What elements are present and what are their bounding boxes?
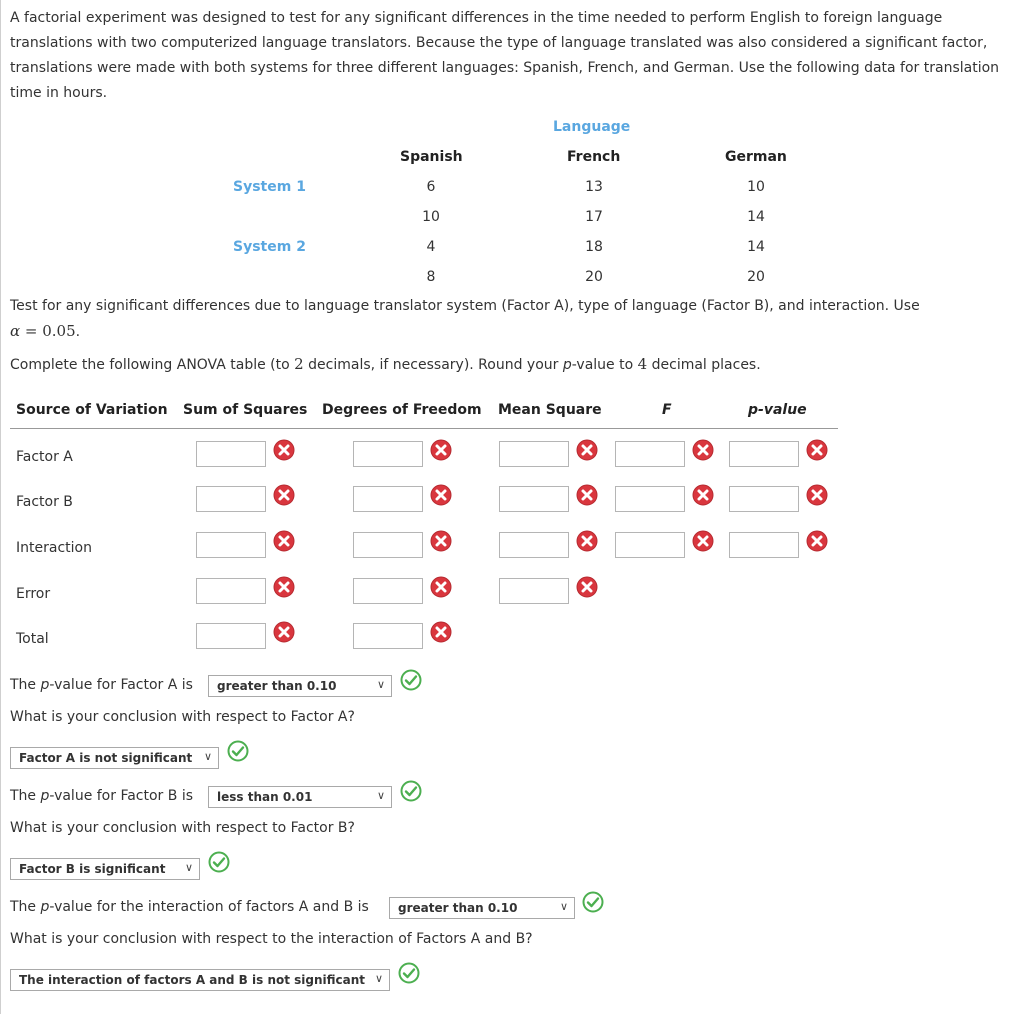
- alpha-statement: α = 0.05.: [10, 322, 81, 340]
- pvalue-factor-b-text: The p-value for Factor B is: [10, 788, 193, 804]
- interaction-f-input[interactable]: [615, 532, 685, 558]
- test-instructions: Test for any significant differences due to language translator system (Factor A), type of language (Factor B), and interaction. Use: [10, 298, 920, 314]
- chevron-down-icon: ∨: [203, 750, 212, 763]
- factor-b-pvalue-input[interactable]: [729, 486, 799, 512]
- factor-b-ms-input[interactable]: [499, 486, 569, 512]
- anova-header-source: Source of Variation: [16, 402, 168, 418]
- chevron-down-icon: ∨: [376, 789, 385, 802]
- check-circle-icon: [582, 891, 604, 913]
- data-cell: 8: [426, 269, 436, 285]
- x-circle-icon: [273, 484, 295, 506]
- x-circle-icon: [273, 621, 295, 643]
- check-circle-icon: [398, 962, 420, 984]
- factor-a-f-input[interactable]: [615, 441, 685, 467]
- x-circle-icon: [430, 621, 452, 643]
- anova-row-factor-b: Factor B: [16, 494, 73, 510]
- error-df-input[interactable]: [353, 578, 423, 604]
- row-label-system-1: System 1: [233, 179, 306, 195]
- x-circle-icon: [806, 530, 828, 552]
- check-circle-icon: [227, 740, 249, 762]
- interaction-df-input[interactable]: [353, 532, 423, 558]
- conclusion-factor-a-select[interactable]: Factor A is not significant ∨: [10, 747, 219, 769]
- error-ms-input[interactable]: [499, 578, 569, 604]
- factor-a-df-input[interactable]: [353, 441, 423, 467]
- factor-a-ss-input[interactable]: [196, 441, 266, 467]
- x-circle-icon: [273, 530, 295, 552]
- col-header-german: German: [725, 149, 787, 165]
- x-circle-icon: [430, 439, 452, 461]
- anova-header-df: Degrees of Freedom: [322, 402, 482, 418]
- x-circle-icon: [692, 439, 714, 461]
- x-circle-icon: [273, 576, 295, 598]
- data-cell: 20: [747, 269, 765, 285]
- col-header-spanish: Spanish: [400, 149, 463, 165]
- data-cell: 10: [747, 179, 765, 195]
- x-circle-icon: [692, 530, 714, 552]
- question-interaction: What is your conclusion with respect to the interaction of Factors A and B?: [10, 931, 533, 947]
- data-cell: 6: [426, 179, 436, 195]
- x-circle-icon: [806, 484, 828, 506]
- pvalue-factor-b-select[interactable]: less than 0.01 ∨: [208, 786, 392, 808]
- anova-row-interaction: Interaction: [16, 540, 92, 556]
- pvalue-factor-a-text: The p-value for Factor A is: [10, 677, 193, 693]
- total-ss-input[interactable]: [196, 623, 266, 649]
- factor-b-ss-input[interactable]: [196, 486, 266, 512]
- alpha-symbol: α: [10, 322, 21, 340]
- x-circle-icon: [576, 530, 598, 552]
- factor-b-df-input[interactable]: [353, 486, 423, 512]
- conclusion-interaction-select[interactable]: The interaction of factors A and B is not significant ∨: [10, 969, 390, 991]
- pvalue-factor-a-select[interactable]: greater than 0.10 ∨: [208, 675, 392, 697]
- anova-row-total: Total: [16, 631, 49, 647]
- chevron-down-icon: ∨: [184, 861, 193, 874]
- problem-intro: A factorial experiment was designed to test for any significant differences in the time needed to perform English to foreign language translations with two computerized language translators. Because the type of language translated was also considered a significant factor, translations were made with both systems for three different languages: Spanish, French, and German. Use the following data for translation time in hours.: [10, 10, 1000, 101]
- pvalue-interaction-text: The p-value for the interaction of factors A and B is: [10, 899, 369, 915]
- check-circle-icon: [400, 669, 422, 691]
- chevron-down-icon: ∨: [376, 678, 385, 691]
- anova-header-ms: Mean Square: [498, 402, 602, 418]
- x-circle-icon: [430, 484, 452, 506]
- x-circle-icon: [273, 439, 295, 461]
- alpha-value: 0.05: [42, 322, 76, 340]
- conclusion-factor-b-select[interactable]: Factor B is significant ∨: [10, 858, 200, 880]
- check-circle-icon: [400, 780, 422, 802]
- data-cell: 10: [422, 209, 440, 225]
- data-cell: 17: [585, 209, 603, 225]
- chevron-down-icon: ∨: [374, 972, 383, 985]
- x-circle-icon: [430, 576, 452, 598]
- check-circle-icon: [208, 851, 230, 873]
- language-group-header: Language: [553, 119, 631, 135]
- row-label-system-2: System 2: [233, 239, 306, 255]
- data-cell: 14: [747, 209, 765, 225]
- total-df-input[interactable]: [353, 623, 423, 649]
- question-factor-b: What is your conclusion with respect to Factor B?: [10, 820, 355, 836]
- factor-a-ms-input[interactable]: [499, 441, 569, 467]
- anova-header-f: F: [662, 402, 672, 418]
- interaction-ms-input[interactable]: [499, 532, 569, 558]
- chevron-down-icon: ∨: [559, 900, 568, 913]
- error-ss-input[interactable]: [196, 578, 266, 604]
- col-header-french: French: [567, 149, 621, 165]
- pvalue-interaction-select[interactable]: greater than 0.10 ∨: [389, 897, 575, 919]
- factor-a-pvalue-input[interactable]: [729, 441, 799, 467]
- interaction-pvalue-input[interactable]: [729, 532, 799, 558]
- x-circle-icon: [806, 439, 828, 461]
- x-circle-icon: [576, 576, 598, 598]
- left-border: [0, 0, 1, 1014]
- x-circle-icon: [576, 439, 598, 461]
- anova-header-divider: [10, 428, 838, 429]
- x-circle-icon: [430, 530, 452, 552]
- anova-row-factor-a: Factor A: [16, 449, 73, 465]
- anova-row-error: Error: [16, 586, 51, 602]
- data-cell: 20: [585, 269, 603, 285]
- complete-instructions: Complete the following ANOVA table (to 2 decimals, if necessary). Round your p-value to 4 decimal places.: [10, 355, 761, 373]
- question-factor-a: What is your conclusion with respect to Factor A?: [10, 709, 355, 725]
- anova-header-pvalue: p-value: [748, 402, 807, 418]
- x-circle-icon: [576, 484, 598, 506]
- factor-b-f-input[interactable]: [615, 486, 685, 512]
- interaction-ss-input[interactable]: [196, 532, 266, 558]
- data-cell: 14: [747, 239, 765, 255]
- x-circle-icon: [692, 484, 714, 506]
- data-cell: 18: [585, 239, 603, 255]
- data-cell: 4: [426, 239, 436, 255]
- anova-header-ss: Sum of Squares: [183, 402, 308, 418]
- data-cell: 13: [585, 179, 603, 195]
